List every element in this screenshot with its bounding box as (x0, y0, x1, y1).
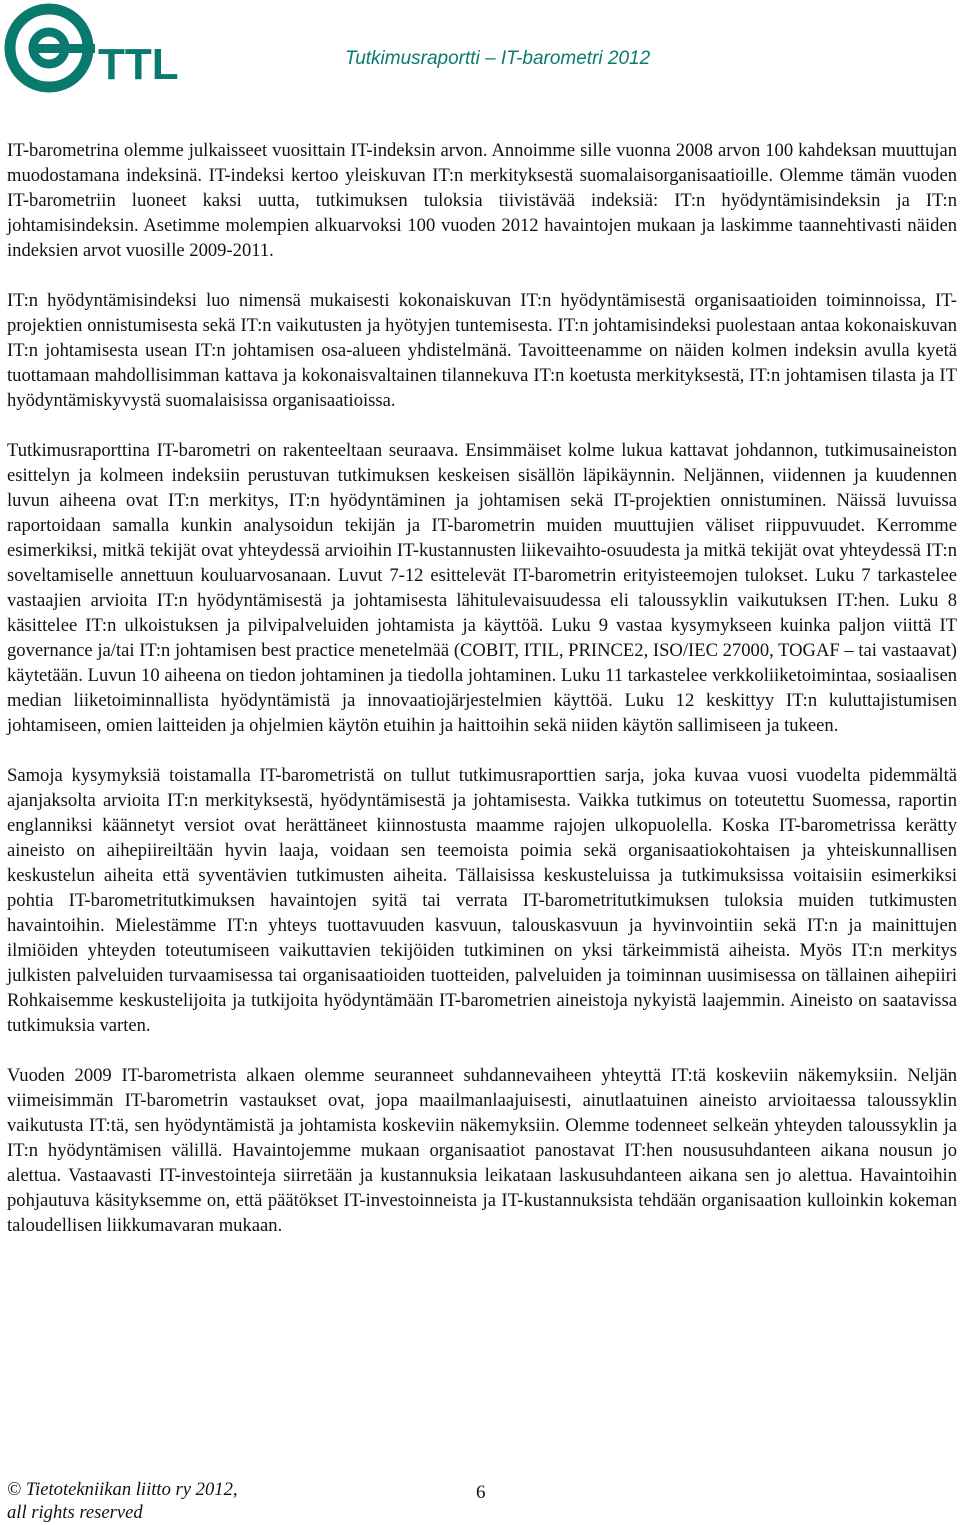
ttl-logo-icon (3, 2, 203, 94)
paragraph-5: Vuoden 2009 IT-barometrista alkaen olemme seuranneet suhdannevaiheen yhteyttä IT:tä koskeviin näkemyksiin. Neljän viimeisimmän IT-barometrin vastaukset ovat, jopa maailmanlaajuisesti, ainutlaatuinen aineisto arvioitaessa taloussyklin vaikutusta IT:tä, sen hyödyntämistä ja johtamista koskeviin näkemyksiin. Olemme todenneet selkeän yhteyden taloussyklin ja IT:n hyödyntämisen välillä. Havaintojemme mukaan organisaatiot panostavat IT:hen noususuhdanteen aikana nousun jo alettua. Vastaavasti IT-investointeja siirretään ja kustannuksia leikataan laskusuhdanteen aikana sen jo alettua. Havaintoihin pohjautuva käsityksemme on, että päätökset IT-investoinneista ja IT-kustannuksista tehdään organisaation kulloinkin kokeman taloudellisen liikkumavaran mukaan. (7, 1065, 957, 1236)
document-body (7, 138, 957, 1263)
copyright-line-1: © Tietotekniikan liitto ry 2012, (7, 1479, 238, 1500)
paragraph-3: Tutkimusraporttina IT-barometri on rakenteeltaan seuraava. Ensimmäiset kolme lukua kattavat johdannon, tutkimusaineiston esittelyn ja kolmeen indeksiin perustuvan tutkimuksen keskeisen sisällön läpikäynnin. Neljännen, viidennen ja kuudennen luvun aiheena ovat IT:n merkitys, IT:n hyödyntäminen ja johtamisen sekä IT-projektien onnistuminen. Näissä luvuissa raportoidaan samalla kunkin analysoidun tekijän ja IT-barometrin muiden muuttujien väliset riippuvuudet. Kerromme esimerkiksi, mitkä tekijät ovat yhteydessä arvioihin IT-kustannusten liikevaihto-osuudesta ja mitkä tekijät ovat yhteydessä IT:n soveltamiselle annettuun kouluarvosanaan. Luvut 7-12 esittelevät IT-barometrin erityisteemojen tulokset. Luku 7 tarkastelee vastaajien arvioita IT:n hyödyntämisestä ja johtamisesta lähitulevaisuudessa eli taloussyklin vaikutuksen IT:hen. Luku 8 käsittelee IT:n ulkoistuksen ja pilvipalveluiden johtamista ja käyttöä. Luku 9 vastaa kysymykseen kuinka paljon viittä IT governance ja/tai IT:n johtamisen best practice menetelmää (COBIT, ITIL, PRINCE2, ISO/IEC 27000, TOGAF – tai vastaavat) käytetään. Luvun 10 aiheena on tiedon johtaminen ja tiedolla johtaminen. Luku 11 tarkastelee verkkoliiketoimintaa, sosiaalisen median liiketoiminnallista hyödyntämistä ja innovaatiojärjestelmien käyttöä. Luku 12 keskittyy IT:n kuluttajistumisen johtamiseen, omien laitteiden ja ohjelmien käytön etuihin ja haittoihin sekä niiden käytön sallimiseen ja tukeen. (7, 440, 957, 736)
paragraph-4: Samoja kysymyksiä toistamalla IT-barometristä on tullut tutkimusraporttien sarja, joka kuvaa vuosi vuodelta pidemmältä ajanjaksolta arvioita IT:n merkityksestä, hyödyntämisestä ja johtamisesta. Vaikka tutkimus on toteutettu Suomessa, raportin englanniksi käännetyt versiot ovat herättäneet kiinnostusta maamme rajojen ulkopuolella. Koska IT-barometrissa kerätty aineisto on aihepiireiltään hyvin laaja, voidaan sen teemoista poimia sekä organisaatiokohtaisen ja yhteiskunnallisen keskustelun aiheita että syventävien tutkimusten aiheita. Tällaisissa keskusteluissa ja tutkimuksissa voitaisiin esimerkiksi pohtia IT-barometritutkimuksen havaintojen syitä tai verrata IT-barometritutkimuksen tuloksia muiden tutkimusten havaintoihin. Mielestämme IT:n yhteys tuottavuuden kasvuun, talouskasvuun ja hyvinvointiin sekä IT:n ja mainittujen ilmiöiden yhteyden toteutumiseen vaikuttavien tekijöiden tutkiminen on yksi tärkeimmistä aiheista. Myös IT:n merkitys julkisten palveluiden turvaamisessa tai organisaatioiden tuotteiden, palveluiden ja toiminnan uusimisessa on tällainen aihepiiri Rohkaisemme keskustelijoita ja tutkijoita hyödyntämään IT-barometrien aineistoja nykyistä laajemmin. Aineisto on saatavissa tutkimuksia varten. (7, 765, 957, 1036)
paragraph-2: IT:n hyödyntämisindeksi luo nimensä mukaisesti kokonaiskuvan IT:n hyödyntämisestä organisaatioiden toiminnoissa, IT-projektien onnistumisesta sekä IT:n vaikutusten ja hyötyjen tuntemisesta. IT:n johtamisindeksi puolestaan antaa kokonaiskuvan IT:n johtamisesta usean IT:n johtamisen osa-alueen yhdistelmänä. Tavoitteenamme on näiden kolmen indeksin avulla kyetä tuottamaan mahdollisimman kattava ja kokonaisvaltainen tilannekuva IT:n koetusta merkityksestä, IT:n johtamisen tilasta ja IT hyödyntämiskyvystä suomalaisissa organisaatioissa. (7, 290, 957, 411)
copyright-notice (7, 1478, 238, 1524)
copyright-line-2: all rights reserved (7, 1502, 143, 1523)
page-header (0, 0, 960, 100)
report-title: Tutkimusraportti – IT-barometri 2012 (345, 48, 651, 69)
logo-text: TTL (98, 40, 179, 89)
paragraph-1: IT-barometrina olemme julkaisseet vuosittain IT-indeksin arvon. Annoimme sille vuonna 2008 arvon 100 kahdeksan muuttujan muodostamana indeksinä. IT-indeksi kertoo yleiskuvan IT:n merkityksestä suomalaisorganisaatioille. Olemme tämän vuoden IT-barometriin luoneet kaksi uutta, tutkimuksen tuloksia tiivistävää indeksiä: IT:n hyödyntämisindeksin ja IT:n johtamisindeksin. Asetimme molempien alkuarvoksi 100 vuoden 2012 havaintojen mukaan ja laskimme taannehtivasti näiden indeksien arvot vuosille 2009-2011. (7, 140, 957, 261)
page-number: 6 (476, 1482, 486, 1503)
